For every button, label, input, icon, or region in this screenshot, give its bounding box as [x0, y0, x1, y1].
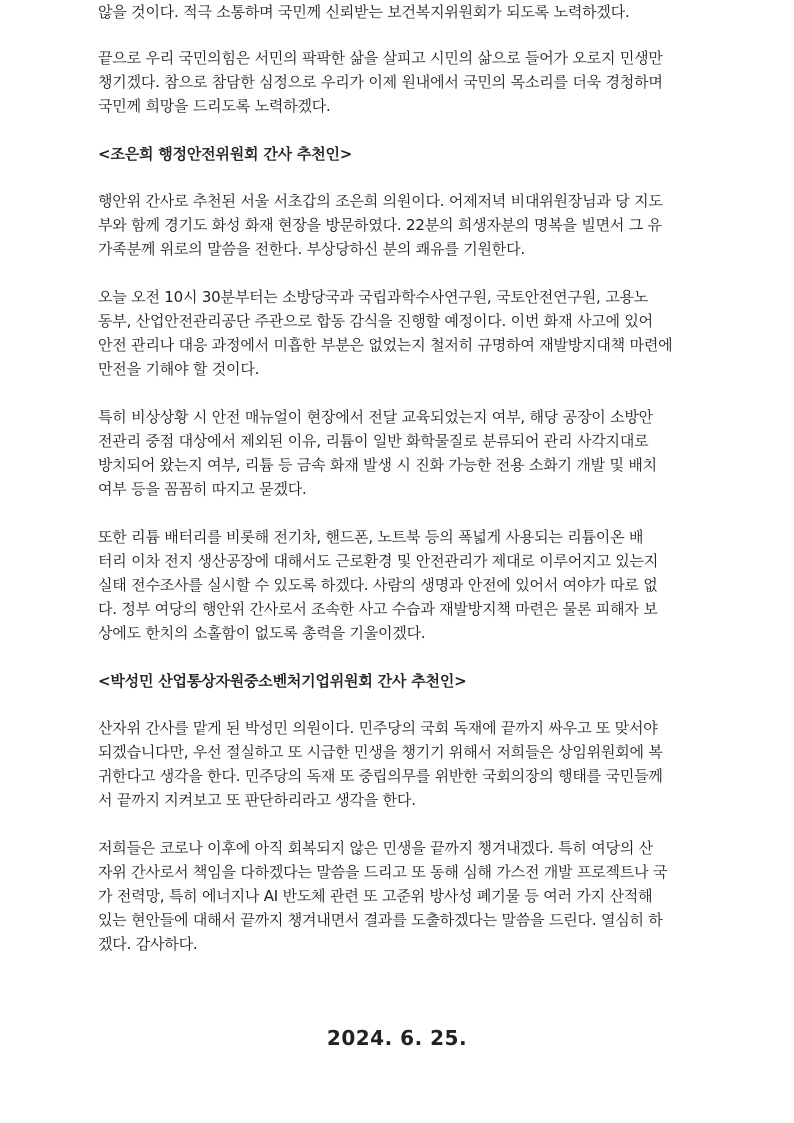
paragraph-cho-investigation: 오늘 오전 10시 30분부터는 소방당국과 국립과학수사연구원, 국토안전연구원, 고용노 동부, 산업안전관리공단 주관으로 합동 감식을 진행할 예정이다. 이번 화재 사고에 있어 안전 관리나 대응 과정에서 미흡한 부분은 없었는지 철저히 규명하여 재발방지대책 마련에 만전을 기해야 할 것이다.	[98, 288, 673, 378]
paragraph-closing-welfare: 않을 것이다. 적극 소통하며 국민께 신뢰받는 보건복지위원회가 되도록 노력하겠다.	[98, 3, 630, 21]
paragraph-cho-intro: 행안위 간사로 추천된 서울 서초갑의 조은희 의원이다. 어제저녁 비대위원장님과 당 지도 부와 함께 경기도 화성 화재 현장을 방문하였다. 22분의 희생자분의 명복을 빌면서 그 유 가족분께 위로의 말씀을 전한다. 부상당하신 분의 쾌유를 기원한다.	[98, 192, 663, 258]
section-heading-park: <박성민 산업통상자원중소벤처기업위원회 간사 추천인>	[98, 672, 467, 690]
document-date: 2024. 6. 25.	[326, 1026, 468, 1050]
section-heading-cho: <조은희 행정안전위원회 간사 추천인>	[98, 145, 353, 163]
paragraph-party-pledge: 끝으로 우리 국민의힘은 서민의 팍팍한 삶을 살피고 시민의 삶으로 들어가 오로지 민생만 챙기겠다. 참으로 참담한 심정으로 우리가 이제 원내에서 국민의 목소리를 더욱 경청하며 국민께 희망을 드리도록 노력하겠다.	[98, 49, 663, 115]
paragraph-cho-battery-survey: 또한 리튬 배터리를 비롯해 전기차, 핸드폰, 노트북 등의 폭넓게 사용되는 리튬이온 배 터리 이차 전지 생산공장에 대해서도 근로환경 및 안전관리가 제대로 이루어지고 있는지 실태 전수조사를 실시할 수 있도록 하겠다. 사람의 생명과 안전에 있어서 여야가 따로 없 다. 정부 여당의 행안위 간사로서 조속한 사고 수습과 재발방지책 마련은 물론 피해자 보 상에도 한치의 소홀함이 없도록 총력을 기울이겠다.	[98, 528, 659, 642]
paragraph-park-intro: 산자위 간사를 맡게 된 박성민 의원이다. 민주당의 국회 독재에 끝까지 싸우고 또 맞서야 되겠습니다만, 우선 절실하고 또 시급한 민생을 챙기기 위해서 저희들은 상임위원회에 복 귀한다고 생각을 한다. 민주당의 독재 또 중립의무를 위반한 국회의장의 행태를 국민들께 서 끝까지 지켜보고 또 판단하리라고 생각을 한다.	[98, 719, 663, 809]
paragraph-cho-safety-manual: 특히 비상상황 시 안전 매뉴얼이 현장에서 전달 교육되었는지 여부, 해당 공장이 소방안 전관리 중점 대상에서 제외된 이유, 리튬이 일반 화학물질로 분류되어 관리 사각지대로 방치되어 왔는지 여부, 리튬 등 금속 화재 발생 시 진화 가능한 전용 소화기 개발 및 배치 여부 등을 꼼꼼히 따지고 묻겠다.	[98, 408, 657, 498]
paragraph-park-livelihood: 저희들은 코로나 이후에 아직 회복되지 않은 민생을 끝까지 챙겨내겠다. 특히 여당의 산 자위 간사로서 책임을 다하겠다는 말씀을 드리고 또 동해 심해 가스전 개발 프로젝트나 국 가 전력망, 특히 에너지나 AI 반도체 관련 또 고준위 방사성 폐기물 등 여러 가지 산적해 있는 현안들에 대해서 끝까지 챙겨내면서 결과를 도출하겠다는 말씀을 드린다. 열심히 하 겠다. 감사하다.	[98, 839, 668, 953]
